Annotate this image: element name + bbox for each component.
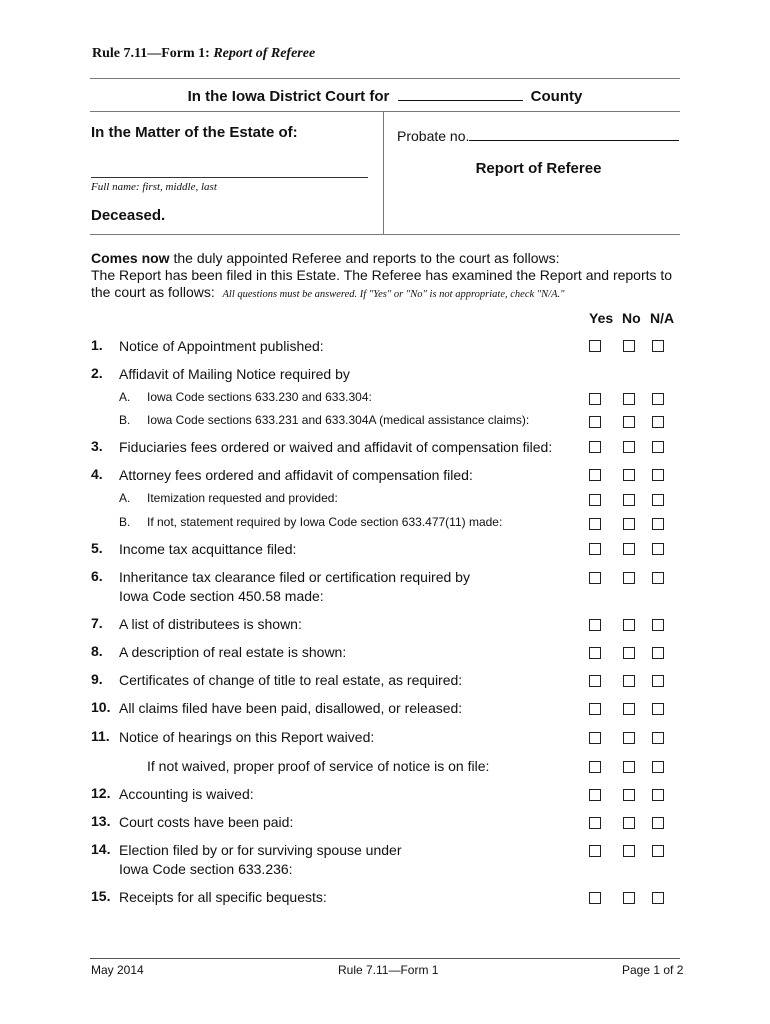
question-text: Iowa Code sections 633.230 and 633.304: [147,390,372,404]
checkbox-no[interactable] [623,703,635,715]
footer-date: May 2014 [91,963,144,977]
checkbox-no[interactable] [623,469,635,481]
checkbox-yes[interactable] [589,703,601,715]
caption-vertical-divider [383,112,384,234]
question-text: Notice of Appointment published: [119,338,324,354]
instruction-note: All questions must be answered. If "Yes" or "No" is not appropriate, check "N/A." [222,289,565,300]
checkbox-yes[interactable] [589,393,601,405]
checkbox-yes[interactable] [589,817,601,829]
footer-divider [90,958,680,959]
checkbox-yes[interactable] [589,340,601,352]
question-text: Affidavit of Mailing Notice required by [119,366,350,382]
checkbox-no[interactable] [623,441,635,453]
probate-number-field[interactable] [469,126,679,141]
checkbox-na[interactable] [652,845,664,857]
checkbox-yes[interactable] [589,647,601,659]
question-text: A list of distributees is shown: [119,616,302,632]
checkbox-na[interactable] [652,572,664,584]
question-number: 12. [91,785,111,801]
question-text: Attorney fees ordered and affidavit of compensation filed: [119,467,473,483]
matter-heading: In the Matter of the Estate of: [91,124,298,141]
checkbox-no[interactable] [623,761,635,773]
deceased-label: Deceased. [91,207,166,224]
question-text: Certificates of change of title to real estate, as required: [119,672,463,688]
rule-form-title: Report of Referee [213,46,316,61]
question-number: 15. [91,888,111,904]
question-number: 11. [91,728,110,744]
court-heading: In the Iowa District Court for County [187,88,583,105]
question-number: A. [119,491,131,505]
checkbox-na[interactable] [652,543,664,555]
question-number: 1. [91,337,103,353]
checkbox-yes[interactable] [589,416,601,428]
question-number: 3. [91,438,103,454]
checkbox-no[interactable] [623,393,635,405]
checkbox-na[interactable] [652,647,664,659]
checkbox-yes[interactable] [589,675,601,687]
question-number: A. [119,390,131,404]
report-title: Report of Referee [475,160,602,177]
checkbox-yes[interactable] [589,543,601,555]
question-text: Inheritance tax clearance filed or certification required by Iowa Code section 450.58 made: [119,569,470,604]
question-text: If not waived, proper proof of service of notice is on file: [147,758,490,774]
question-text: Receipts for all specific bequests: [119,889,327,905]
question-number: 9. [91,671,103,687]
question-number: 14. [91,841,111,857]
question-text: Election filed by or for surviving spouse under Iowa Code section 633.236: [119,842,402,877]
caption-top-divider [90,111,680,112]
checkbox-no[interactable] [623,543,635,555]
checkbox-yes[interactable] [589,494,601,506]
question-number: 7. [91,615,103,631]
question-number: B. [119,413,131,427]
checkbox-na[interactable] [652,703,664,715]
checkbox-na[interactable] [652,761,664,773]
question-text: Accounting is waived: [119,786,254,802]
checkbox-na[interactable] [652,416,664,428]
caption-bottom-divider [90,234,680,235]
column-no: No [622,310,641,326]
checkbox-yes[interactable] [589,761,601,773]
question-number: 4. [91,466,103,482]
checkbox-na[interactable] [652,732,664,744]
checkbox-no[interactable] [623,340,635,352]
checkbox-yes[interactable] [589,518,601,530]
checkbox-yes[interactable] [589,572,601,584]
checkbox-na[interactable] [652,675,664,687]
question-number: 6. [91,568,103,584]
footer-rule: Rule 7.11—Form 1 [338,963,439,977]
checkbox-yes[interactable] [589,469,601,481]
question-text: Itemization requested and provided: [147,491,338,505]
question-text: Court costs have been paid: [119,814,294,830]
question-number: 2. [91,365,103,381]
checkbox-yes[interactable] [589,619,601,631]
checkbox-na[interactable] [652,817,664,829]
column-na: N/A [650,310,675,326]
checkbox-na[interactable] [652,518,664,530]
checkbox-no[interactable] [623,647,635,659]
column-yes: Yes [589,310,614,326]
rule-number: Rule 7.11—Form 1: [92,46,210,61]
decedent-name-field[interactable] [91,177,368,178]
checkbox-na[interactable] [652,494,664,506]
probate-number: Probate no. [397,126,679,144]
checkbox-no[interactable] [623,732,635,744]
question-number: 10. [91,699,111,715]
top-divider [90,78,680,79]
checkbox-na[interactable] [652,441,664,453]
intro-paragraph: Comes now the duly appointed Referee and reports to the court as follows: The Report has been filed in this Estate. The Referee has examined the Report and reports to the court as follows: All questions must be answered. If "Yes" or "No" is not appropriate, check "N/A." [91,250,673,300]
question-text: Fiduciaries fees ordered or waived and affidavit of compensation filed: [119,439,553,455]
checkbox-no[interactable] [623,572,635,584]
checkbox-yes[interactable] [589,892,601,904]
question-text: Iowa Code sections 633.231 and 633.304A (medical assistance claims): [147,413,530,427]
name-caption: Full name: first, middle, last [91,181,217,193]
checkbox-no[interactable] [623,789,635,801]
question-text: A description of real estate is shown: [119,644,347,660]
question-number: B. [119,515,131,529]
checkbox-no[interactable] [623,619,635,631]
county-field[interactable] [398,86,523,101]
checkbox-yes[interactable] [589,732,601,744]
checkbox-na[interactable] [652,340,664,352]
form-rule-title [92,46,315,62]
question-text: Notice of hearings on this Report waived: [119,729,375,745]
checkbox-yes[interactable] [589,441,601,453]
checkbox-yes[interactable] [589,845,601,857]
footer-page: Page 1 of 2 [622,963,684,977]
checkbox-no[interactable] [623,518,635,530]
question-number: 8. [91,643,103,659]
checkbox-no[interactable] [623,817,635,829]
checkbox-no[interactable] [623,416,635,428]
checkbox-yes[interactable] [589,789,601,801]
question-text: All claims filed have been paid, disallowed, or released: [119,700,463,716]
checkbox-na[interactable] [652,393,664,405]
question-text: Income tax acquittance filed: [119,541,297,557]
checkbox-no[interactable] [623,494,635,506]
checkbox-no[interactable] [623,845,635,857]
checkbox-no[interactable] [623,675,635,687]
question-number: 5. [91,540,103,556]
checkbox-na[interactable] [652,789,664,801]
checkbox-na[interactable] [652,619,664,631]
question-text: If not, statement required by Iowa Code section 633.477(11) made: [147,515,503,529]
checkbox-no[interactable] [623,892,635,904]
question-number: 13. [91,813,111,829]
checkbox-na[interactable] [652,469,664,481]
checkbox-na[interactable] [652,892,664,904]
